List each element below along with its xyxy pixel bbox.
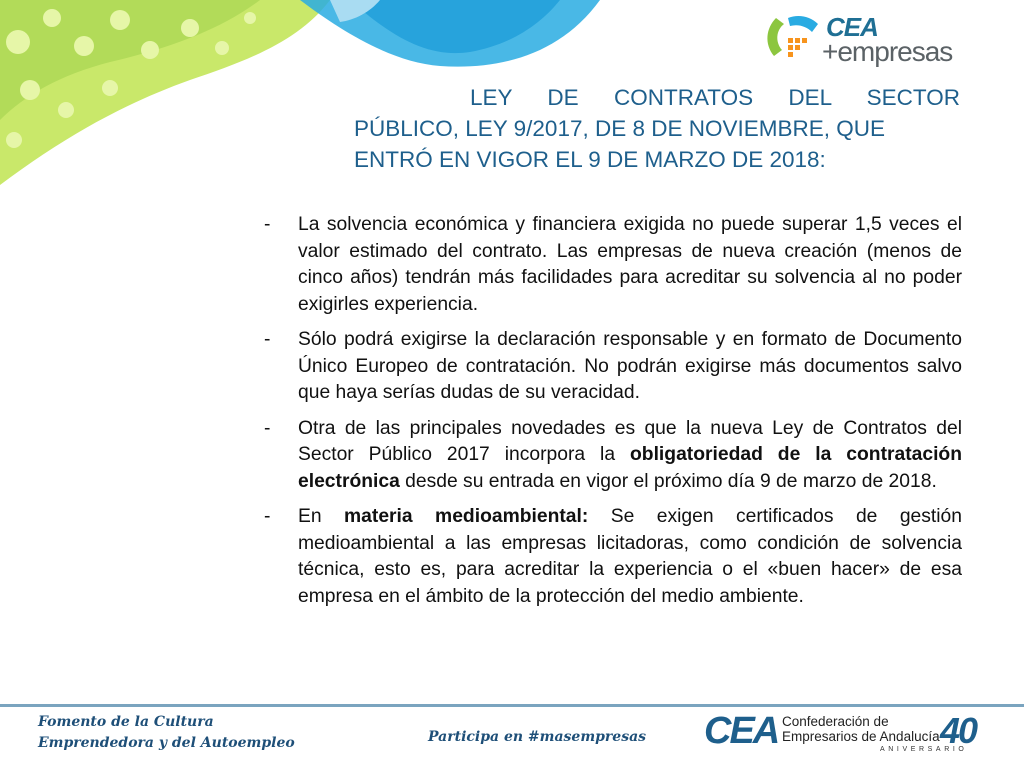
footer-left-text: [38, 712, 295, 754]
bullet-text-bold: obligatoriedad de la contratación electrónica: [298, 444, 962, 492]
footer-logo-aniversario: ANIVERSARIO: [880, 746, 968, 753]
footer-left-line-1: Fomento de la Cultura: [38, 714, 214, 730]
bullet-list: [262, 212, 962, 619]
bullet-dash: -: [264, 417, 271, 439]
bullet-text: La solvencia económica y financiera exigida no puede superar 1,5 veces el valor estimado del contrato. Las empresas de nueva creación (menos de cinco años) tendrán más facilidades para acreditar su solvencia al no poder exigirles experiencia.: [298, 214, 962, 315]
list-item: [262, 212, 962, 318]
bullet-text-pre: Otra de las principales novedades es que la nueva Ley de Contratos del Sector Público 2017 incorpora la: [298, 417, 962, 465]
title-line-3: ENTRÓ EN VIGOR EL 9 DE MARZO DE 2018:: [354, 147, 826, 172]
logo-mark-icon: [758, 10, 828, 70]
bullet-text: Sólo podrá exigirse la declaración responsable y en formato de Documento Único Europeo de contratación. No podrán exigirse más documentos salvo que haya serías dudas de su veracidad.: [298, 329, 962, 403]
footer-logo-confederacion: [782, 714, 940, 744]
list-item: [262, 416, 962, 496]
logo-brand-empresas: +empresas: [822, 36, 953, 67]
bullet-dash: -: [264, 214, 271, 235]
title-line-1: LEY DE CONTRATOS DEL SECTOR: [470, 85, 960, 110]
page-title: [354, 82, 960, 175]
cea-empresas-logo: [758, 10, 968, 70]
footer-left-line-2: Emprendedora y del Autoempleo: [38, 735, 295, 751]
bullet-dash: -: [264, 329, 271, 350]
title-line-2: PÚBLICO, LEY 9/2017, DE 8 DE NOVIEMBRE, QUE: [354, 116, 886, 141]
footer-logo-conf-line-1: Confederación de: [782, 714, 889, 729]
bullet-text-pre: En: [298, 506, 345, 527]
cea-40-logo: [704, 710, 994, 760]
footer-logo-cea: CEA: [704, 710, 779, 752]
logo-brand-cea: CEA: [826, 12, 878, 42]
footer-divider: [0, 704, 1024, 707]
footer-logo-forty: 40: [940, 710, 977, 751]
list-item: [262, 504, 962, 610]
footer-hashtag: Participa en #masempresas: [428, 729, 647, 745]
bullet-text-post: desde su entrada en vigor el próximo día 9 de marzo de 2018.: [399, 470, 937, 492]
footer-logo-conf-line-2: Empresarios de Andalucía: [782, 729, 940, 744]
list-item: [262, 327, 962, 407]
bullet-text-post: Se exigen certificados de gestión medioambiental a las empresas licitadoras, como condición de solvencia técnica, esto es, para acreditar la experiencia o el «buen hacer» de esa empresa en el ámbito de la protección del medio ambiente.: [298, 506, 962, 607]
bullet-dash: -: [264, 506, 271, 527]
bullet-text-bold: materia medioambiental:: [344, 506, 589, 527]
